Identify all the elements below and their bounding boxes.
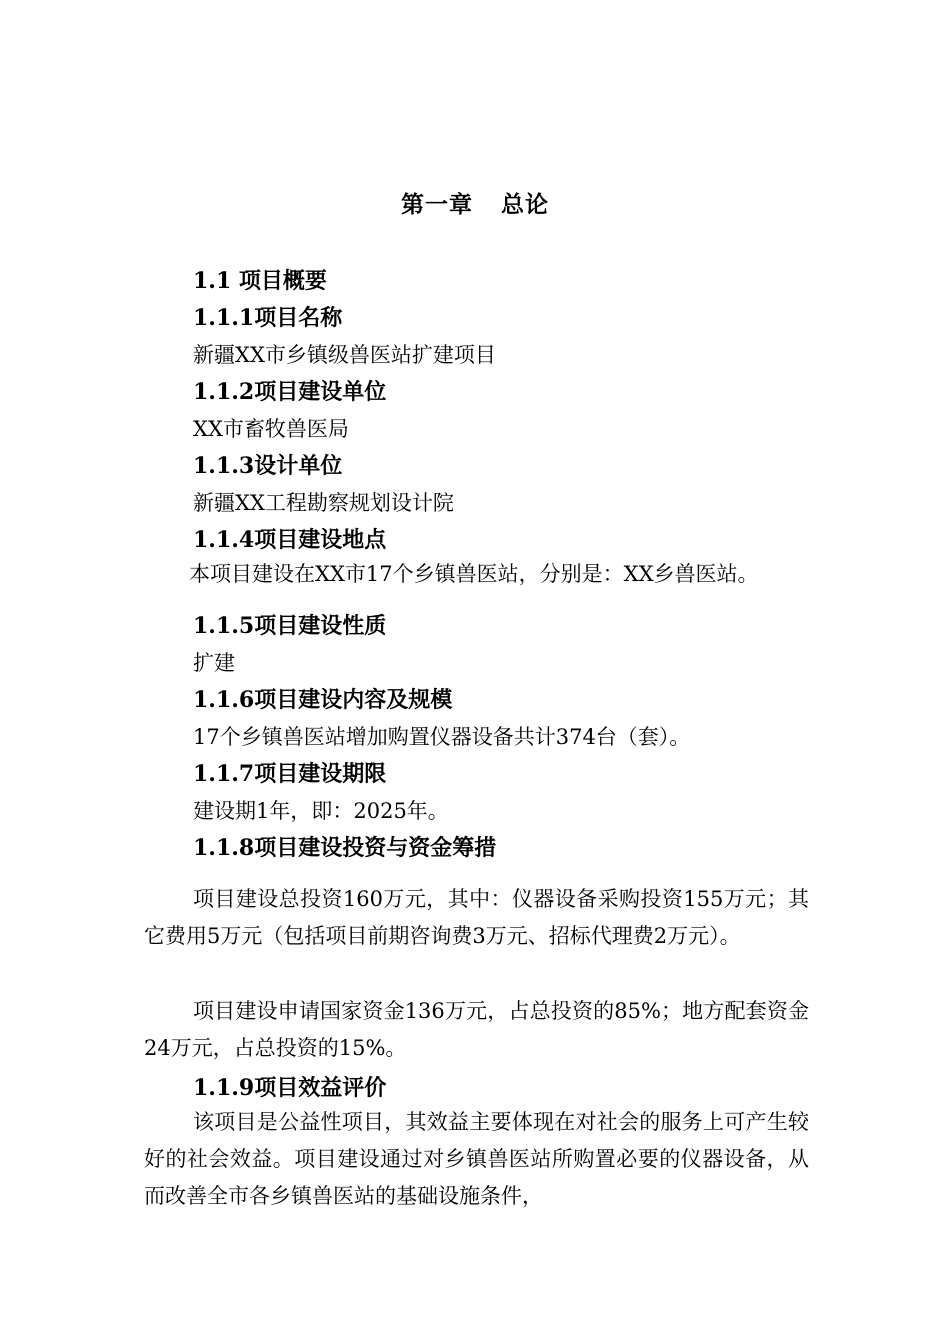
- section-heading-1-1-7: 1.1.7项目建设期限: [193, 761, 387, 787]
- construction-nature-text: 扩建: [193, 651, 235, 675]
- location-paragraph: 本项目建设在XX市17个乡镇兽医站，分别是：XX乡兽医站。: [189, 562, 759, 586]
- section-heading-1-1-5: 1.1.5项目建设性质: [193, 613, 387, 639]
- investment-paragraph: 项目建设总投资160万元，其中：仪器设备采购投资155万元；其它费用5万元（包括项目前期咨询费3万元、招标代理费2万元）。: [144, 887, 809, 948]
- section-heading-1-1-8: 1.1.8项目建设投资与资金筹措: [193, 835, 497, 861]
- section-heading-1-1-2: 1.1.2项目建设单位: [193, 379, 387, 405]
- construction-period-text: 建设期1年，即：2025年。: [193, 799, 449, 823]
- chapter-number: 第一章: [401, 191, 473, 218]
- section-heading-1-1-4: 1.1.4项目建设地点: [193, 527, 387, 553]
- section-heading-1-1-1: 1.1.1项目名称: [193, 305, 343, 331]
- section-heading-1-1: 1.1 项目概要: [193, 268, 327, 294]
- section-heading-1-1-6: 1.1.6项目建设内容及规模: [193, 687, 453, 713]
- content-scale-text: 17个乡镇兽医站增加购置仪器设备共计374台（套）。: [193, 725, 691, 749]
- chapter-name: 总论: [501, 191, 549, 218]
- section-heading-1-1-9: 1.1.9项目效益评价: [193, 1075, 387, 1101]
- benefit-paragraph: 该项目是公益性项目，其效益主要体现在对社会的服务上可产生较好的社会效益。项目建设通过对乡镇兽医站所购置必要的仪器设备，从而改善全市各乡镇兽医站的基础设施条件，: [144, 1110, 809, 1208]
- project-name-text: 新疆XX市乡镇级兽医站扩建项目: [193, 343, 496, 367]
- section-heading-1-1-3: 1.1.3设计单位: [193, 453, 343, 479]
- construction-unit-text: XX市畜牧兽医局: [193, 417, 349, 441]
- funding-paragraph: 项目建设申请国家资金136万元，占总投资的85%；地方配套资金24万元，占总投资的15%。: [144, 999, 809, 1060]
- design-unit-text: 新疆XX工程勘察规划设计院: [193, 491, 454, 515]
- chapter-title: [0, 186, 950, 219]
